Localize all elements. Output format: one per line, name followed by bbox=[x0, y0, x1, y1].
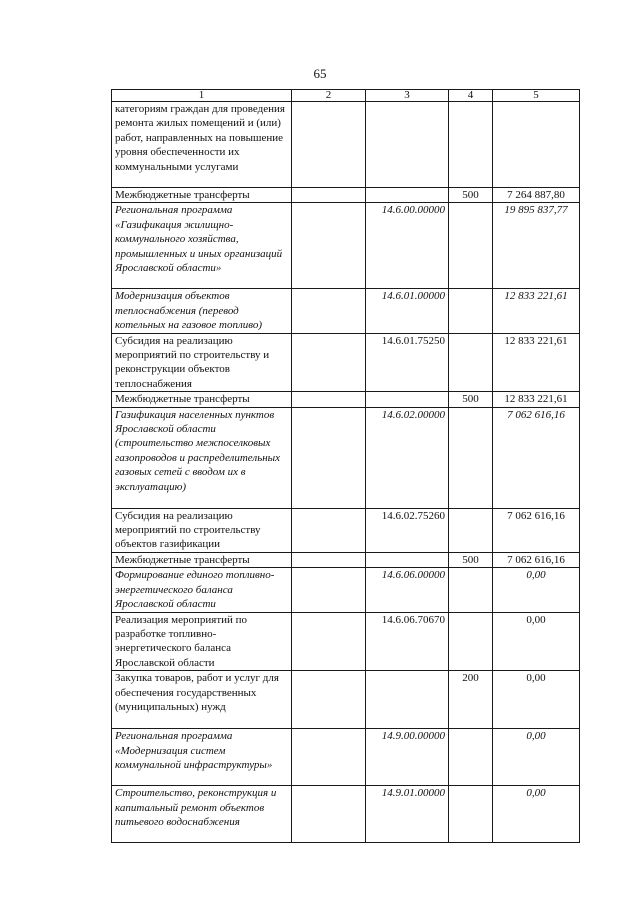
row-amount-cell: 12 833 221,61 bbox=[493, 333, 580, 392]
row-empty-cell bbox=[292, 188, 366, 203]
row-type-cell bbox=[449, 333, 493, 392]
table-row bbox=[112, 786, 580, 843]
row-amount-cell: 0,00 bbox=[493, 729, 580, 786]
row-code-cell: 14.6.01.00000 bbox=[366, 289, 449, 333]
table-row bbox=[112, 333, 580, 392]
row-name-cell: Межбюджетные трансферты bbox=[112, 188, 292, 203]
row-empty-cell bbox=[292, 407, 366, 508]
table-row bbox=[112, 508, 580, 552]
row-code-cell: 14.6.01.75250 bbox=[366, 333, 449, 392]
row-name-cell: Межбюджетные трансферты bbox=[112, 552, 292, 567]
table-row bbox=[112, 612, 580, 671]
row-empty-cell bbox=[292, 102, 366, 188]
header-row bbox=[112, 90, 580, 102]
row-amount-cell: 7 062 616,16 bbox=[493, 552, 580, 567]
row-amount-cell: 7 264 887,80 bbox=[493, 188, 580, 203]
row-empty-cell bbox=[292, 671, 366, 729]
row-code-cell bbox=[366, 392, 449, 407]
row-code-cell: 14.9.01.00000 bbox=[366, 786, 449, 843]
row-code-cell: 14.6.02.00000 bbox=[366, 407, 449, 508]
row-amount-cell bbox=[493, 102, 580, 188]
row-empty-cell bbox=[292, 508, 366, 552]
table-row bbox=[112, 188, 580, 203]
row-type-cell bbox=[449, 786, 493, 843]
row-name-cell: категориям граждан для проведения ремонта жилых помещений и (или) работ, направленных на повышение уровня обеспеченности их коммунальными услугами bbox=[112, 102, 292, 188]
row-type-cell: 500 bbox=[449, 552, 493, 567]
table-row bbox=[112, 392, 580, 407]
row-code-cell: 14.9.00.00000 bbox=[366, 729, 449, 786]
row-type-cell: 200 bbox=[449, 671, 493, 729]
row-name-cell: Региональная программа «Газификация жилищно-коммунального хозяйства, промышленных и иных организаций Ярославской области» bbox=[112, 203, 292, 289]
header-cell: 4 bbox=[449, 90, 493, 102]
row-empty-cell bbox=[292, 333, 366, 392]
row-amount-cell: 0,00 bbox=[493, 786, 580, 843]
row-code-cell: 14.6.00.00000 bbox=[366, 203, 449, 289]
row-empty-cell bbox=[292, 568, 366, 612]
table-row bbox=[112, 671, 580, 729]
row-empty-cell bbox=[292, 612, 366, 671]
row-amount-cell: 7 062 616,16 bbox=[493, 407, 580, 508]
row-empty-cell bbox=[292, 203, 366, 289]
row-name-cell: Субсидия на реализацию мероприятий по строительству и реконструкции объектов теплоснабжения bbox=[112, 333, 292, 392]
row-type-cell bbox=[449, 407, 493, 508]
row-name-cell: Межбюджетные трансферты bbox=[112, 392, 292, 407]
table-row bbox=[112, 203, 580, 289]
row-amount-cell: 0,00 bbox=[493, 612, 580, 671]
row-empty-cell bbox=[292, 392, 366, 407]
row-type-cell: 500 bbox=[449, 188, 493, 203]
row-type-cell: 500 bbox=[449, 392, 493, 407]
row-code-cell bbox=[366, 552, 449, 567]
table-row bbox=[112, 102, 580, 188]
table-row bbox=[112, 729, 580, 786]
table-body bbox=[112, 102, 580, 843]
page-number: 65 bbox=[313, 66, 327, 81]
row-amount-cell: 0,00 bbox=[493, 568, 580, 612]
table-row bbox=[112, 289, 580, 333]
row-code-cell: 14.6.06.00000 bbox=[366, 568, 449, 612]
row-name-cell: Реализация мероприятий по разработке топливно-энергетического баланса Ярославской области bbox=[112, 612, 292, 671]
row-name-cell: Формирование единого топливно-энергетического баланса Ярославской области bbox=[112, 568, 292, 612]
row-code-cell bbox=[366, 671, 449, 729]
row-type-cell bbox=[449, 289, 493, 333]
row-amount-cell: 7 062 616,16 bbox=[493, 508, 580, 552]
header-cell: 1 bbox=[112, 90, 292, 102]
row-name-cell: Строительство, реконструкция и капитальный ремонт объектов питьевого водоснабжения bbox=[112, 786, 292, 843]
row-empty-cell bbox=[292, 786, 366, 843]
table-row bbox=[112, 407, 580, 508]
row-amount-cell: 19 895 837,77 bbox=[493, 203, 580, 289]
row-empty-cell bbox=[292, 729, 366, 786]
row-type-cell bbox=[449, 568, 493, 612]
row-code-cell: 14.6.06.70670 bbox=[366, 612, 449, 671]
row-name-cell: Субсидия на реализацию мероприятий по строительству объектов газификации bbox=[112, 508, 292, 552]
row-amount-cell: 0,00 bbox=[493, 671, 580, 729]
row-code-cell bbox=[366, 102, 449, 188]
row-type-cell bbox=[449, 203, 493, 289]
table-row bbox=[112, 552, 580, 567]
row-empty-cell bbox=[292, 552, 366, 567]
row-name-cell: Региональная программа «Модернизация систем коммунальной инфраструктуры» bbox=[112, 729, 292, 786]
row-code-cell bbox=[366, 188, 449, 203]
row-type-cell bbox=[449, 102, 493, 188]
header-cell: 5 bbox=[493, 90, 580, 102]
row-code-cell: 14.6.02.75260 bbox=[366, 508, 449, 552]
budget-table bbox=[111, 89, 580, 843]
row-type-cell bbox=[449, 612, 493, 671]
header-cell: 3 bbox=[366, 90, 449, 102]
row-type-cell bbox=[449, 508, 493, 552]
row-name-cell: Газификация населенных пунктов Ярославской области (строительство межпоселковых газопроводов и распределительных газовых сетей с вводом их в эксплуатацию) bbox=[112, 407, 292, 508]
row-amount-cell: 12 833 221,61 bbox=[493, 392, 580, 407]
row-type-cell bbox=[449, 729, 493, 786]
header-cell: 2 bbox=[292, 90, 366, 102]
row-empty-cell bbox=[292, 289, 366, 333]
row-amount-cell: 12 833 221,61 bbox=[493, 289, 580, 333]
row-name-cell: Закупка товаров, работ и услуг для обеспечения государственных (муниципальных) нужд bbox=[112, 671, 292, 729]
table-row bbox=[112, 568, 580, 612]
row-name-cell: Модернизация объектов теплоснабжения (перевод котельных на газовое топливо) bbox=[112, 289, 292, 333]
